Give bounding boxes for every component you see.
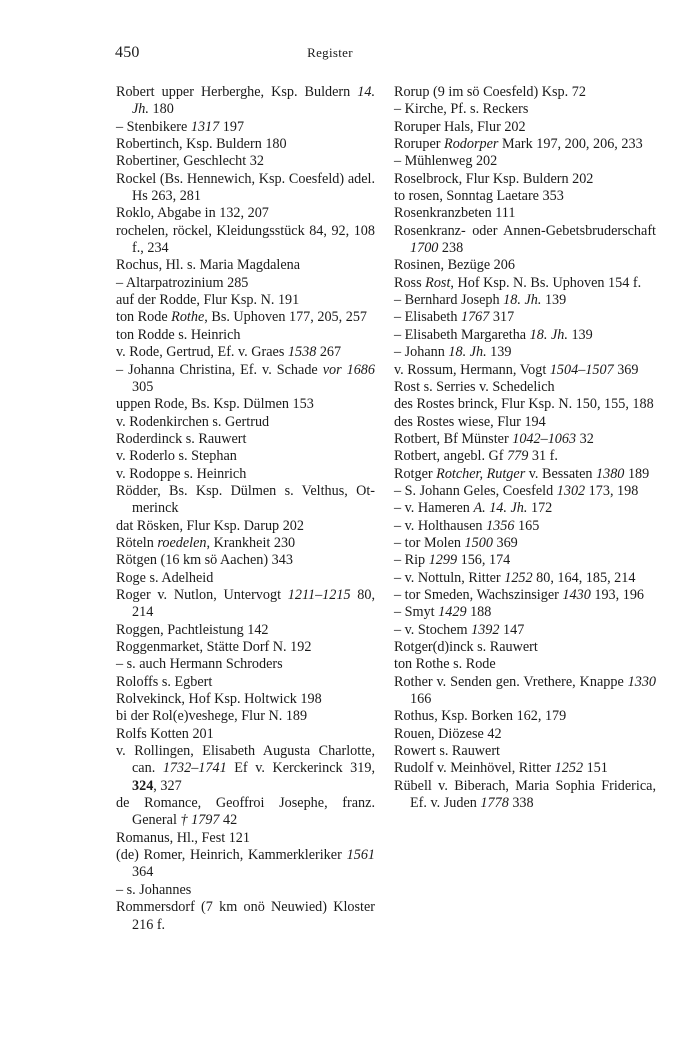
index-entry: – Johanna Christina, Ef. v. Schade vor 1686 305 — [116, 361, 375, 395]
index-entry: Röteln roedelen, Krankheit 230 — [116, 534, 296, 551]
index-entry: – Kirche, Pf. s. Reckers — [394, 101, 529, 118]
index-entry: – tor Molen 1500 369 — [394, 534, 518, 551]
index-entry: to rosen, Sonntag Laetare 353 — [394, 188, 564, 205]
index-entry: rochelen, röckel, Kleidungsstück 84, 92, 108 f., 234 — [116, 222, 375, 257]
index-entry: – Mühlenweg 202 — [394, 153, 498, 170]
index-entry: – S. Johann Geles, Coesfeld 1302 173, 198 — [394, 482, 639, 499]
index-entry: Rockel (Bs. Hennewich, Ksp. Coesfeld) adel. Hs 263, 281 — [116, 170, 375, 205]
index-entry: Roge s. Adelheid — [116, 569, 214, 586]
index-entry: v. Rode, Gertrud, Ef. v. Graes 1538 267 — [116, 344, 342, 361]
index-entry: v. Rodoppe s. Heinrich — [116, 465, 247, 482]
index-entry: – Elisabeth Margaretha 18. Jh. 139 — [394, 326, 593, 343]
index-entry: Rotger Rotcher, Rutger v. Bessaten 1380 189 — [394, 465, 650, 482]
index-entry: – v. Stochem 1392 147 — [394, 621, 525, 638]
index-entry: Rolfs Kotten 201 — [116, 725, 214, 742]
index-entry: Rosinen, Bezüge 206 — [394, 257, 515, 274]
index-column-left — [116, 84, 375, 934]
index-entry: Roruper Rodorper Mark 197, 200, 206, 233 — [394, 136, 643, 153]
index-entry: Robert upper Herberghe, Ksp. Buldern 14. Jh. 180 — [116, 84, 375, 118]
index-entry: Rotbert, angebl. Gf 779 31 f. — [394, 448, 558, 465]
page-number: 450 — [115, 44, 140, 61]
index-entry: Rorup (9 im sö Coesfeld) Ksp. 72 — [394, 84, 586, 100]
index-entry: v. Rodenkirchen s. Gertrud — [116, 413, 270, 430]
index-entry: Rouen, Diözese 42 — [394, 725, 502, 742]
index-entry: – Altarpatrozinium 285 — [116, 274, 249, 291]
index-entry: Roderdinck s. Rauwert — [116, 430, 247, 447]
index-entry: Rosenkranz- oder Annen-Gebetsbruderschaft 1700 238 — [394, 222, 656, 257]
index-entry: Rübell v. Biberach, Maria Sophia Friderica, Ef. v. Juden 1778 338 — [394, 777, 656, 812]
index-entry: des Rostes wiese, Flur 194 — [394, 413, 546, 430]
index-entry: Rötgen (16 km sö Aachen) 343 — [116, 552, 293, 569]
index-entry: Roger v. Nutlon, Untervogt 1211–1215 80, 214 — [116, 586, 375, 621]
index-entry: Rommersdorf (7 km onö Neuwied) Kloster 216 f. — [116, 899, 375, 933]
index-entry: Rosenkranzbeten 111 — [394, 205, 516, 222]
index-entry: Rotger(d)inck s. Rauwert — [394, 639, 538, 655]
index-entry: Roklo, Abgabe in 132, 207 — [116, 205, 269, 222]
index-entry: – v. Hameren A. 14. Jh. 172 — [394, 500, 553, 517]
index-entry: Roggen, Pachtleistung 142 — [116, 621, 269, 638]
index-entry: – Elisabeth 1767 317 — [394, 309, 515, 326]
index-entry: – s. auch Hermann Schroders — [116, 656, 283, 673]
index-entry: v. Rossum, Hermann, Vogt 1504–1507 369 — [394, 361, 639, 378]
index-entry: (de) Romer, Heinrich, Kammerkleriker 1561 364 — [116, 847, 375, 881]
index-column-right — [394, 84, 656, 812]
index-entry: Rothus, Ksp. Borken 162, 179 — [394, 708, 567, 725]
index-entry: – tor Smeden, Wachszinsiger 1430 193, 196 — [394, 586, 644, 603]
index-entry: Rudolf v. Meinhövel, Ritter 1252 151 — [394, 760, 608, 777]
index-entry: – v. Holthausen 1356 165 — [394, 517, 540, 534]
running-head: Register — [307, 45, 353, 60]
index-entry: – Stenbikere 1317 197 — [116, 118, 245, 135]
index-entry: Roggenmarket, Stätte Dorf N. 192 — [116, 639, 312, 655]
index-entry: Ross Rost, Hof Ksp. N. Bs. Uphoven 154 f. — [394, 274, 642, 291]
index-entry: – Johann 18. Jh. 139 — [394, 344, 512, 361]
index-entry: Rother v. Senden gen. Vrethere, Knappe 1330 166 — [394, 673, 656, 708]
index-entry: Robertiner, Geschlecht 32 — [116, 153, 264, 170]
index-entry: ton Rothe s. Rode — [394, 656, 496, 673]
index-entry: – Smyt 1429 188 — [394, 604, 492, 621]
index-entry: – v. Nottuln, Ritter 1252 80, 164, 185, 214 — [394, 569, 636, 586]
index-entry: ton Rodde s. Heinrich — [116, 326, 241, 343]
index-entry: v. Rollingen, Elisabeth Augusta Charlotte, can. 1732–1741 Ef v. Kerckerinck 319, 324, 327 — [116, 743, 375, 794]
index-entry: ton Rode Rothe, Bs. Uphoven 177, 205, 257 — [116, 309, 368, 326]
index-entry: Rotbert, Bf Münster 1042–1063 32 — [394, 430, 594, 447]
index-entry: de Romance, Geoffroi Josephe, franz. General † 1797 42 — [116, 795, 375, 829]
index-entry: Roruper Hals, Flur 202 — [394, 118, 526, 135]
index-entry: dat Rösken, Flur Ksp. Darup 202 — [116, 517, 304, 534]
index-entry: Rost s. Serries v. Schedelich — [394, 378, 555, 395]
index-entry: auf der Rodde, Flur Ksp. N. 191 — [116, 292, 300, 309]
index-entry: bi der Rol(e)veshege, Flur N. 189 — [116, 708, 308, 725]
index-entry: uppen Rode, Bs. Ksp. Dülmen 153 — [116, 396, 314, 413]
index-entry: v. Roderlo s. Stephan — [116, 448, 237, 465]
index-entry: Robertinch, Ksp. Buldern 180 — [116, 136, 287, 153]
index-entry: – Bernhard Joseph 18. Jh. 139 — [394, 292, 567, 309]
index-entry: Roloffs s. Egbert — [116, 673, 213, 690]
index-entry: – Rip 1299 156, 174 — [394, 552, 511, 569]
index-entry: Rolvekinck, Hof Ksp. Holtwick 198 — [116, 691, 322, 708]
index-entry: Romanus, Hl., Fest 121 — [116, 829, 250, 846]
index-entry: Roselbrock, Flur Ksp. Buldern 202 — [394, 170, 594, 187]
index-entry: des Rostes brinck, Flur Ksp. N. 150, 155, 188 — [394, 396, 654, 413]
index-entry: – s. Johannes — [116, 881, 192, 898]
index-entry: Rödder, Bs. Ksp. Dülmen s. Velthus, Otmerinck — [116, 482, 375, 517]
index-entry: Rowert s. Rauwert — [394, 743, 500, 760]
index-entry: Rochus, Hl. s. Maria Magdalena — [116, 257, 301, 274]
